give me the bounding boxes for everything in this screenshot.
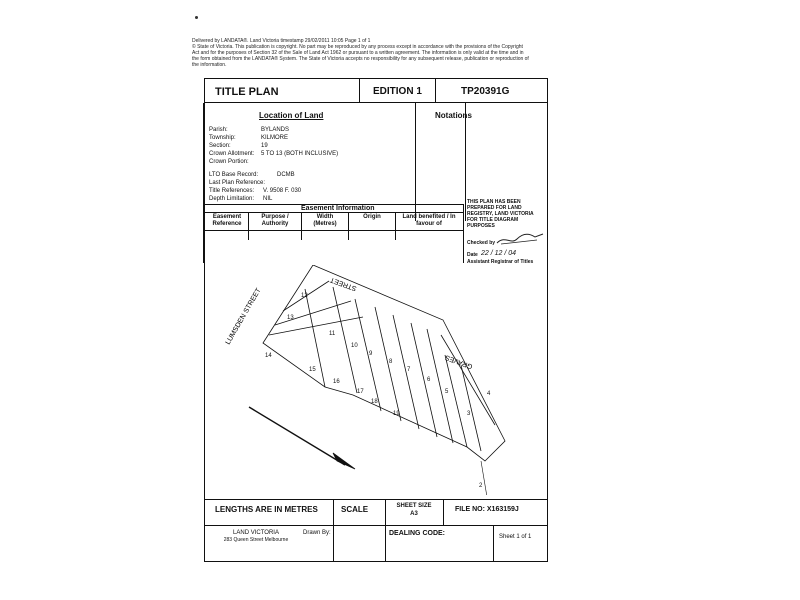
divider [435,79,436,103]
col-width: Width (Metres) [313,214,337,227]
notice-line: Delivered by LANDATA®. Land Victoria timestamp 29/02/2011 10:05 Page 1 of 1 [192,38,371,44]
lot-number: 8 [389,359,393,365]
divider [463,204,464,263]
checked-by-label: Checked by [467,240,496,246]
lot-number: 9 [369,351,373,357]
notice-line: the information. [192,62,227,68]
lot-number: 7 [407,367,411,373]
tie-line [481,461,487,495]
section-value: 19 [261,143,268,149]
arrow-head [333,453,355,469]
title-ref-value: V. 9508 F. 030 [263,188,302,194]
col-purpose: Purpose / Authority [261,214,289,227]
notations-heading: Notations [435,111,472,120]
office-name: LAND VICTORIA [233,530,279,536]
lto-value: DCMB [277,172,295,178]
divider [205,212,463,213]
field-label: Last Plan Reference: [209,180,266,186]
lot-number: 16 [333,379,340,385]
landata-notice [192,38,572,68]
registrar-label: Assistant Registrar of Titles [467,259,534,265]
col-easement-ref: Easement Reference [212,214,242,227]
crown-allotment-value: 5 TO 13 (BOTH INCLUSIVE) [261,151,339,157]
sheet-size-label: SHEET SIZE [396,503,432,509]
easement-heading: Easement Information [301,205,375,212]
lot-number: 19 [393,411,400,417]
lot-line [375,307,401,421]
lot-number: 15 [309,367,316,373]
street-label: STREET [329,275,358,292]
notice-line: the form obtained from the LANDATA® System. The State of Victoria accepts no responsibility for any subsequent release, publication or reproduction of [192,56,529,62]
dealing-code-label: DEALING CODE: [389,530,445,537]
lot-line [461,365,481,451]
col-benefited: Land benefited / In favour of [402,214,456,227]
street-lumsden: LUMSDEN STREET [224,287,263,346]
field-label: Section: [209,143,231,149]
sheet-size-value: A3 [410,511,418,517]
field-label: LTO Base Record: [209,172,259,178]
divider [205,230,463,231]
divider [205,499,547,500]
date-value: 22 / 12 / 04 [481,250,517,257]
lot-number: 14 [265,353,272,359]
field-label: Depth Limitation: [209,196,255,202]
street-graves: GRAVES [444,353,474,370]
divider [301,212,302,240]
lot-line [427,329,453,443]
lot-line [445,355,467,447]
parish-value: BYLANDS [261,127,290,133]
scale-label: SCALE [341,505,369,514]
file-number: FILE NO: X163159J [455,506,519,513]
divider [203,103,204,263]
sheet-number: Sheet 1 of 1 [499,534,532,540]
title-plan-document [204,78,548,562]
divider [443,499,444,525]
divider [359,79,360,103]
col-origin: Origin [363,214,381,220]
cert-line: REGISTRY, LAND VICTORIA [467,211,534,217]
registrar-signature [495,231,545,247]
lot-number: 2 [479,483,483,489]
divider [333,499,334,561]
edition: EDITION 1 [373,86,422,97]
lot-number: 6 [427,377,431,383]
lengths-note: LENGTHS ARE IN METRES [215,505,318,514]
depth-value: NIL [263,196,273,202]
divider [385,499,386,561]
field-label: Title References: [209,188,255,194]
field-label: Crown Allotment: [209,151,255,157]
field-label: Township: [209,135,236,141]
plan-diagram [205,265,547,495]
lot-number: 3 [467,411,471,417]
lot-number: 11 [329,331,336,337]
date-label: Date [467,252,478,258]
location-heading: Location of Land [259,111,324,120]
field-label: Parish: [209,127,228,133]
lot-number: 17 [357,389,364,395]
cert-line: FOR TITLE DIAGRAM [467,217,519,223]
cert-line: PREPARED FOR LAND [467,205,522,211]
plan-number: TP20391G [461,86,510,97]
field-label: Crown Portion: [209,159,249,165]
cert-line: THIS PLAN HAS BEEN [467,199,521,205]
divider [465,103,466,221]
lot-number: 13 [287,315,294,321]
divider [493,525,494,561]
arrow-line [249,407,345,465]
divider [205,525,547,526]
notice-line: Act and for the purposes of Section 32 of the Sale of Land Act 1962 or pursuant to a written agreement. The information is only valid at the time and in [192,50,524,56]
lot-number: 10 [351,343,358,349]
scan-speck [195,16,198,19]
lot-number: 18 [371,399,378,405]
divider [395,212,396,240]
divider [248,212,249,240]
plan-title: TITLE PLAN [215,86,279,98]
divider [348,212,349,240]
lot-line [269,317,363,335]
lot-number: 4 [487,391,491,397]
cert-line: PURPOSES [467,223,495,229]
lot-number: 5 [445,389,449,395]
notice-line: © State of Victoria. This publication is copyright. No part may be reproduced by any process except in accordance with the provisions of the Copyright [192,44,523,50]
township-value: KILMORE [261,135,289,141]
office-address: 283 Queen Street Melbourne [223,537,289,543]
lot-number: 12 [301,293,308,299]
drawn-by-label: Drawn By: [303,530,331,536]
lot-line [411,323,437,437]
